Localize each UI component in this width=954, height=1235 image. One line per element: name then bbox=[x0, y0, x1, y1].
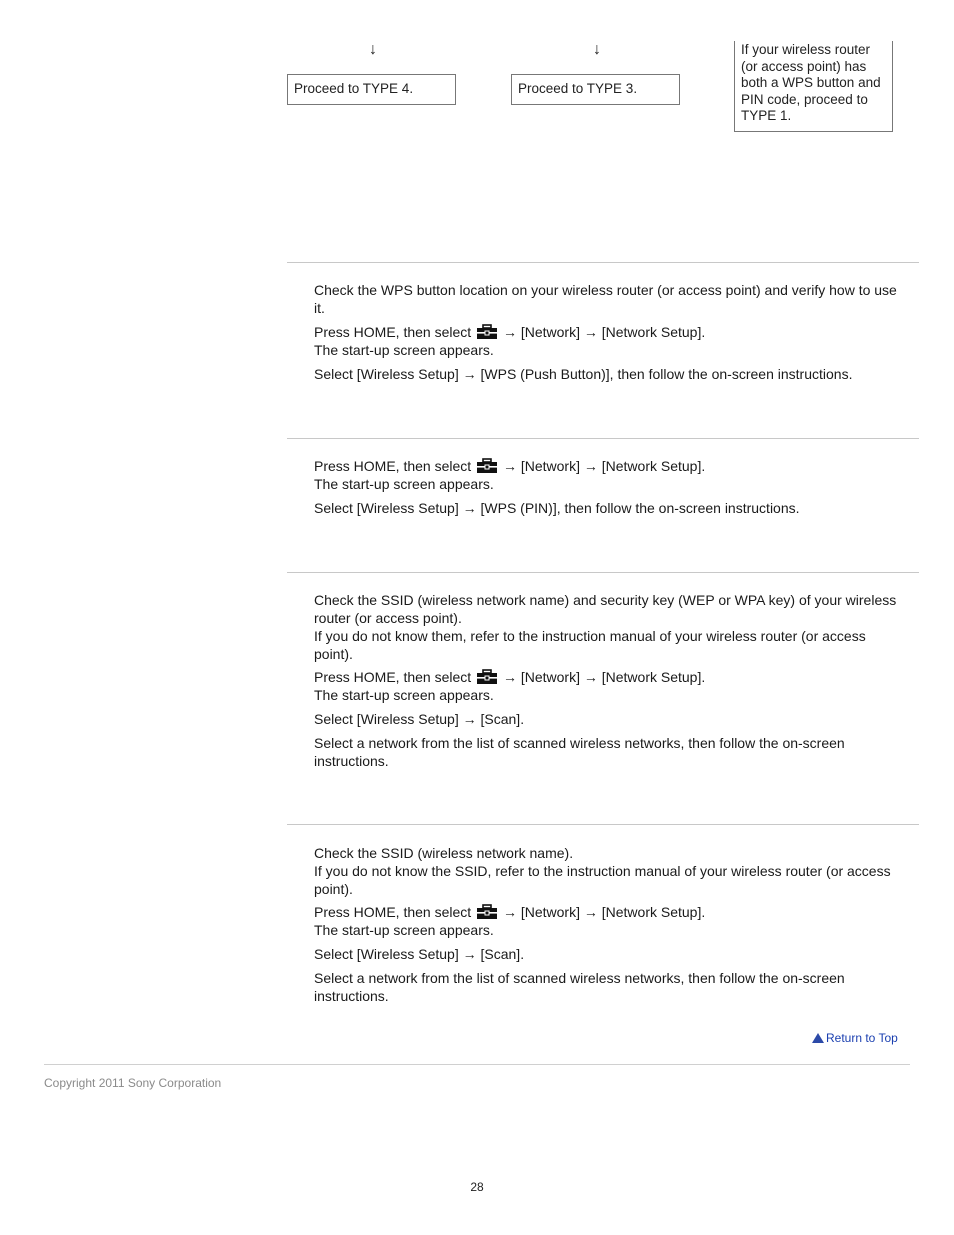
proceed-type4-box: Proceed to TYPE 4. bbox=[287, 74, 456, 105]
section-divider-type2 bbox=[287, 438, 919, 439]
type1-step2 bbox=[314, 323, 906, 359]
type1-step3-text: Select [Wireless Setup] → [WPS (Push Button)], then follow the on-screen instructions. bbox=[314, 366, 853, 382]
toolbox-icon bbox=[476, 669, 498, 685]
type4-step1 bbox=[314, 844, 906, 898]
type3-step2-pre: Press HOME, then select bbox=[314, 669, 472, 685]
down-arrow-left: ↓ bbox=[369, 41, 377, 58]
type3-step1-text: Check the SSID (wireless network name) and security key (WEP or WPA key) of your wireless router (or access point). bbox=[314, 592, 897, 626]
toolbox-icon bbox=[476, 324, 498, 340]
type4-step2 bbox=[314, 903, 906, 939]
type3-step1-note: If you do not know them, refer to the instruction manual of your wireless router (or access point). bbox=[314, 628, 866, 662]
type1-step2-pre: Press HOME, then select bbox=[314, 324, 472, 340]
type1-note-box: If your wireless router (or access point) has both a WPS button and PIN code, proceed to TYPE 1. bbox=[734, 41, 893, 132]
type2-step2-text: Select [Wireless Setup] → [WPS (PIN)], then follow the on-screen instructions. bbox=[314, 500, 800, 516]
type4-step3-text: Select [Wireless Setup] → [Scan]. bbox=[314, 946, 525, 962]
section-divider-type4 bbox=[287, 824, 919, 825]
section-divider-type3 bbox=[287, 572, 919, 573]
type1-step2-text bbox=[314, 323, 906, 341]
type4-step1-note: If you do not know the SSID, refer to the instruction manual of your wireless router (or access point). bbox=[314, 863, 891, 897]
toolbox-icon bbox=[476, 904, 498, 920]
type3-step4-text: Select a network from the list of scanned wireless networks, then follow the on-screen instructions. bbox=[314, 735, 845, 769]
type1-step2-post: → [Network] → [Network Setup]. bbox=[502, 324, 706, 340]
type3-step1 bbox=[314, 591, 906, 663]
type3-step2 bbox=[314, 668, 906, 704]
proceed-type3-box: Proceed to TYPE 3. bbox=[511, 74, 680, 105]
type1-step3 bbox=[314, 365, 906, 383]
type3-step3-text: Select [Wireless Setup] → [Scan]. bbox=[314, 711, 525, 727]
page-number: 28 bbox=[470, 1180, 484, 1194]
footer-divider bbox=[44, 1064, 910, 1065]
type2-step1-post: → [Network] → [Network Setup]. bbox=[502, 458, 706, 474]
return-to-top-label[interactable]: Return to Top bbox=[826, 1031, 898, 1045]
section-divider-type1 bbox=[287, 262, 919, 263]
type2-step1 bbox=[314, 457, 906, 493]
type4-step2-post: → [Network] → [Network Setup]. bbox=[502, 904, 706, 920]
type2-step2 bbox=[314, 499, 906, 517]
type1-step1 bbox=[314, 281, 906, 317]
type1-step1-text: Check the WPS button location on your wireless router (or access point) and verify how to use it. bbox=[314, 282, 897, 316]
type4-step2-note: The start-up screen appears. bbox=[314, 922, 494, 938]
return-to-top-link[interactable] bbox=[812, 1029, 898, 1047]
up-triangle-icon bbox=[812, 1033, 824, 1043]
toolbox-icon bbox=[476, 458, 498, 474]
type4-step4 bbox=[314, 969, 906, 1005]
type4-step3 bbox=[314, 945, 906, 963]
type3-step3 bbox=[314, 710, 906, 728]
type3-step4 bbox=[314, 734, 906, 770]
type4-step2-text bbox=[314, 903, 906, 921]
type3-step2-post: → [Network] → [Network Setup]. bbox=[502, 669, 706, 685]
type3-step2-text bbox=[314, 668, 906, 686]
copyright-text: Copyright 2011 Sony Corporation bbox=[44, 1076, 222, 1090]
type3-step2-note: The start-up screen appears. bbox=[314, 687, 494, 703]
type2-step1-pre: Press HOME, then select bbox=[314, 458, 472, 474]
type1-step2-note: The start-up screen appears. bbox=[314, 342, 494, 358]
type4-step2-pre: Press HOME, then select bbox=[314, 904, 472, 920]
type4-step4-text: Select a network from the list of scanned wireless networks, then follow the on-screen instructions. bbox=[314, 970, 845, 1004]
type4-step1-text: Check the SSID (wireless network name). bbox=[314, 845, 574, 861]
type2-step1-note: The start-up screen appears. bbox=[314, 476, 494, 492]
type2-step1-text bbox=[314, 457, 906, 475]
down-arrow-mid: ↓ bbox=[593, 41, 601, 58]
